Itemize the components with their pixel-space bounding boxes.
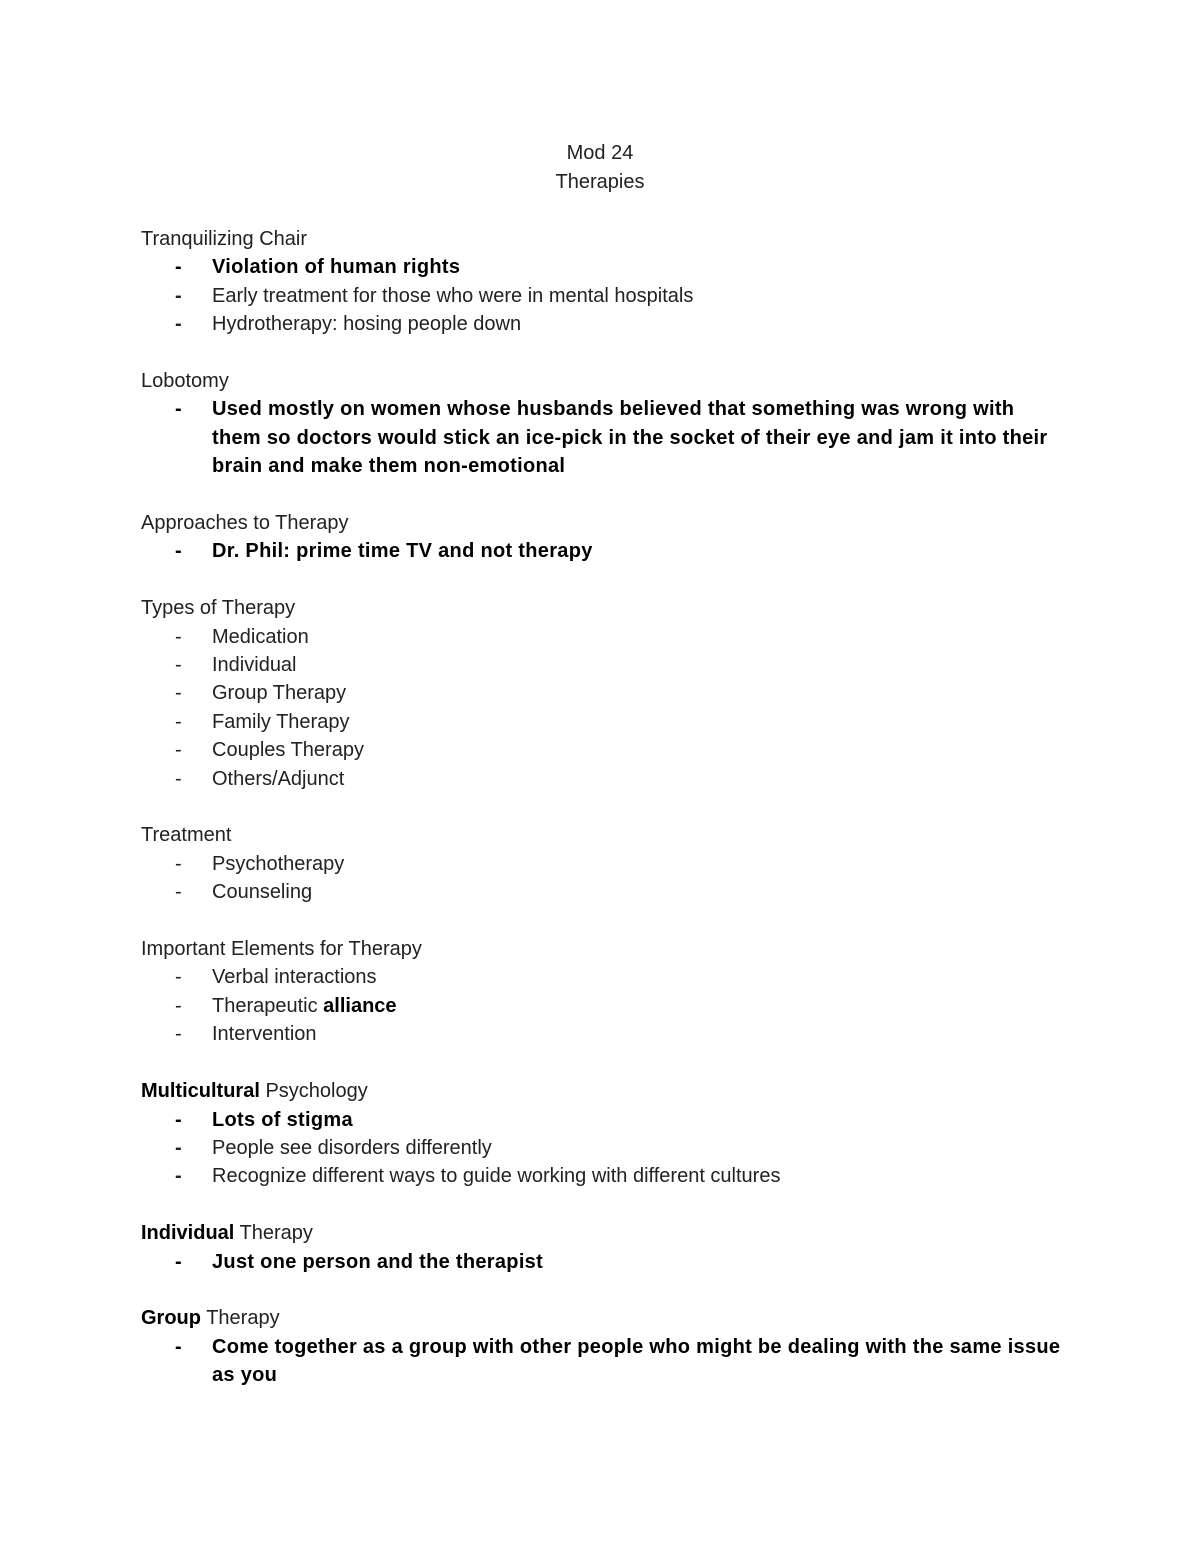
list-item-text: Medication [212,625,309,648]
dash-bullet: - [175,1023,182,1046]
list-item-text: Psychotherapy [212,852,345,875]
dash-bullet: - [175,284,182,307]
list-item [141,1106,1061,1134]
bullet-list [141,1333,1061,1390]
dash-bullet: - [175,654,182,677]
list-item [141,963,1061,991]
section-individual [141,1219,1061,1276]
heading-bold-text: Multicultural [141,1080,260,1103]
section-tranquilizing-chair [141,225,1061,339]
bullet-list [141,963,1061,1048]
dash-bullet: - [175,966,182,989]
list-item-text: Hydrotherapy: hosing people down [212,313,522,336]
section-heading: Approaches to Therapy [141,512,349,535]
list-item-text: Group Therapy [212,682,347,705]
dash-bullet: - [175,852,182,875]
list-item [141,537,1061,565]
list-item-text: Intervention [212,1023,317,1046]
section-group [141,1304,1061,1389]
heading-bold-text: Group [141,1307,201,1330]
section-important-elements [141,935,1061,1049]
list-item [141,623,1061,651]
heading-rest-text: Therapy [234,1222,313,1245]
dash-bullet: - [175,1108,182,1131]
list-item [141,651,1061,679]
dash-bullet: - [175,1250,182,1273]
list-item-text: Come together as a group with other people who might be dealing with the same issue as you [212,1335,1061,1387]
section-heading: Important Elements for Therapy [141,938,422,961]
dash-bullet: - [175,682,182,705]
dash-bullet: - [175,540,182,563]
list-item [141,878,1061,906]
dash-bullet: - [175,625,182,648]
list-item-text: Individual [212,654,297,677]
list-item-text: Lots of stigma [212,1108,353,1131]
bullet-list [141,253,1061,338]
list-item-text: Others/Adjunct [212,767,345,790]
dash-bullet: - [175,1335,182,1358]
list-item [141,850,1061,878]
dash-bullet: - [175,313,182,336]
list-item [141,395,1061,480]
list-item [141,679,1061,707]
dash-bullet: - [175,767,182,790]
section-multicultural [141,1077,1061,1191]
list-item [141,1162,1061,1190]
heading-bold-text: Individual [141,1222,235,1245]
list-item [141,765,1061,793]
list-item [141,708,1061,736]
section-heading [141,1304,1061,1332]
list-item [141,282,1061,310]
section-heading: Lobotomy [141,370,229,393]
section-types [141,594,1061,793]
list-item [141,736,1061,764]
section-treatment [141,821,1061,906]
heading-rest-text: Psychology [259,1080,368,1103]
list-item-text: Violation of human rights [212,256,461,279]
section-heading [141,1219,1061,1247]
dash-bullet: - [175,256,182,279]
list-item-text: Family Therapy [212,710,350,733]
list-item-text: Counseling [212,881,313,904]
section-heading: Types of Therapy [141,597,296,620]
title-block [0,139,1200,196]
bullet-list [141,850,1061,907]
list-item [141,1134,1061,1162]
dash-bullet: - [175,739,182,762]
section-heading: Tranquilizing Chair [141,228,307,250]
list-item-text: Verbal interactions [212,966,377,989]
bullet-list [141,395,1061,480]
section-heading [141,1077,1061,1105]
list-item [141,1020,1061,1048]
list-item [141,992,1061,1020]
section-lobotomy [141,367,1061,481]
document-subtitle: Therapies [555,170,645,193]
list-item [141,253,1061,281]
dash-bullet: - [175,710,182,733]
list-item-text: Recognize different ways to guide working with different cultures [212,1165,781,1188]
list-item-text: Couples Therapy [212,739,364,762]
list-item [141,1248,1061,1276]
dash-bullet: - [175,994,182,1017]
dash-bullet: - [175,1136,182,1159]
bullet-list [141,1106,1061,1191]
bullet-list [141,1248,1061,1276]
list-item-text: Early treatment for those who were in mental hospitals [212,284,694,307]
dash-bullet: - [175,881,182,904]
list-item-bold-text: alliance [323,994,397,1017]
dash-bullet: - [175,1165,182,1188]
list-item [141,310,1061,338]
list-item-text: Used mostly on women whose husbands believed that something was wrong with them so doctors would stick an ice-pick in the socket of their eye and jam it into their brain and make them non-emotional [212,398,1048,478]
bullet-list [141,623,1061,793]
list-item-text: Just one person and the therapist [212,1250,544,1273]
section-approaches [141,509,1061,566]
notes-content [141,225,1061,1418]
section-heading: Treatment [141,824,232,847]
list-item [141,1333,1061,1390]
bullet-list [141,537,1061,565]
document-title: Mod 24 [566,142,634,164]
list-item-text: People see disorders differently [212,1136,492,1159]
dash-bullet: - [175,398,182,421]
list-item-text: Therapeutic [212,994,324,1017]
list-item-text: Dr. Phil: prime time TV and not therapy [212,540,593,563]
heading-rest-text: Therapy [201,1307,280,1330]
